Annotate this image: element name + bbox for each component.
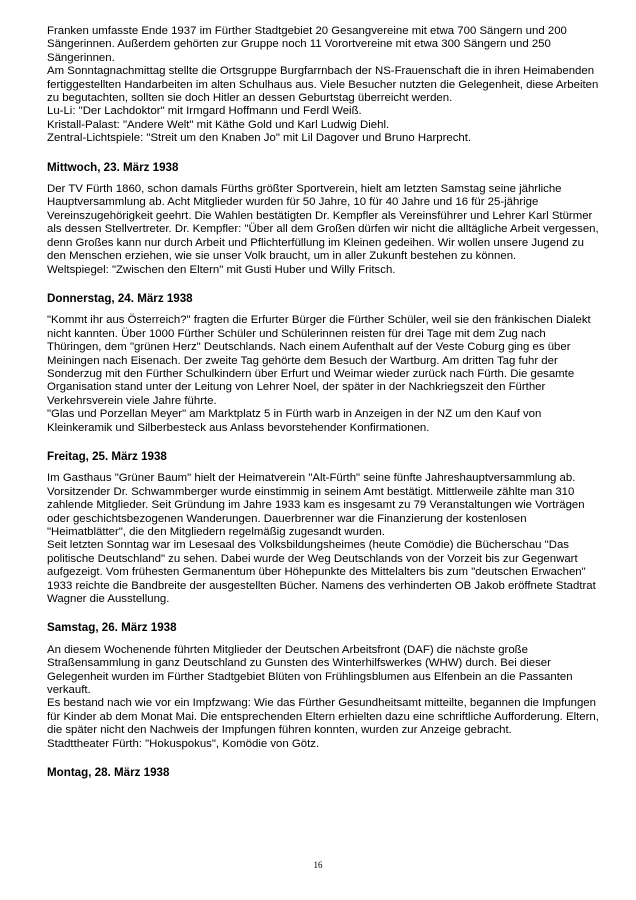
paragraph: Am Sonntagnachmittag stellte die Ortsgruppe Burgfarrnbach der NS-Frauenschaft die in ihren Heimabenden fertiggestellten Handarbeiten im alten Schulhaus aus. Viele Besucher nutzten die Gelegenheit, diese Arbeiten zu begutachten, sollten sie doch Hitler an dessen Geburtstag überreicht werden. — [47, 65, 599, 105]
section-heading-donnerstag: Donnerstag, 24. März 1938 — [47, 291, 193, 305]
cinema-listing: Zentral-Lichtspiele: "Streit um den Knaben Jo" mit Lil Dagover und Bruno Harprecht. — [47, 132, 472, 145]
section-body-mittwoch — [47, 183, 603, 277]
paragraph: Im Gasthaus "Grüner Baum" hielt der Heimatverein "Alt-Fürth" seine fünfte Jahreshauptversammlung ab. Vorsitzender Dr. Schwammberger wurde einstimmig in seinem Amt bestätigt. Mittlerweile zählte man 310 zahlende Mitglieder. Seit Gründung im Jahre 1933 kam es insgesamt zu 79 Veranstaltungen wie Vorträgen oder geschichtsbezogenen Wanderungen. Dauerbrenner war die Finanzierung der kostenlosen "Heimatblätter", die den Mitgliedern regelmäßig zugesandt wurden. — [47, 472, 585, 538]
section-body-samstag — [47, 644, 603, 751]
intro-block — [47, 25, 603, 146]
section-heading-montag: Montag, 28. März 1938 — [47, 766, 170, 780]
document-page — [47, 25, 603, 780]
section-heading-freitag: Freitag, 25. März 1938 — [47, 449, 167, 463]
section-body-donnerstag — [47, 314, 603, 435]
paragraph: Es bestand nach wie vor ein Impfzwang: Wie das Fürther Gesundheitsamt mitteilte, begannen die Impfungen für Kinder ab dem Monat Mai. Die entsprechenden Eltern erhielten dazu eine schriftliche Aufforderung. Eltern, die später nicht den Nachweis der Impfungen führen konnten, wurden zur Anzeige gebracht. — [47, 697, 599, 737]
cinema-listing: Kristall-Palast: "Andere Welt" mit Käthe Gold und Karl Ludwig Diehl. — [47, 118, 390, 131]
paragraph: Seit letzten Sonntag war im Lesesaal des Volksbildungsheimes (heute Comödie) die Bücherschau "Das politische Deutschland" zu sehen. Dabei wurde der Weg Deutschlands von der Vorzeit bis zur Gegenwart aufgezeigt. Vom frühesten Germanentum über Höhepunkte des Mittelalters bis zum "deutschen Erwachen" 1933 reichte die Bandbreite der ausgestellten Bücher. Namens des verhinderten OB Jakob eröffnete Stadtrat Wagner die Ausstellung. — [47, 539, 596, 606]
section-heading-samstag: Samstag, 26. März 1938 — [47, 621, 177, 635]
page-number: 16 — [313, 860, 323, 870]
cinema-listing: Lu-Li: "Der Lachdoktor" mit Irmgard Hoffmann und Ferdl Weiß. — [47, 105, 362, 118]
cinema-listing: Weltspiegel: "Zwischen den Eltern" mit Gusti Huber und Willy Fritsch. — [47, 263, 396, 276]
theater-listing: Stadttheater Fürth: "Hokuspokus", Komödie von Götz. — [47, 737, 320, 750]
section-body-freitag — [47, 472, 603, 606]
paragraph: Franken umfasste Ende 1937 im Fürther Stadtgebiet 20 Gesangvereine mit etwa 700 Sängern und 200 Sängerinnen. Außerdem gehörten zur Gruppe noch 11 Vorortvereine mit etwa 300 Sängern und 250 Sängerinnen. — [47, 25, 567, 64]
paragraph: "Kommt ihr aus Österreich?" fragten die Erfurter Bürger die Fürther Schüler, weil sie den fränkischen Dialekt nicht kannten. Über 1000 Fürther Schüler und Schülerinnen reisten für drei Tage mit dem Zug nach Thüringen, dem "grünen Herz" Deutschlands. Nach einem Aufenthalt auf der Veste Coburg ging es über Meiningen nach Eisenach. Der zweite Tag gehörte dem Besuch der Wartburg. Am dritten Tag fuhr der Sonderzug mit den Fürther Schulkindern über Erfurt und Weimar wieder zurück nach Fürth. Die gesamte Organisation stand unter der Leitung von Lehrer Noel, der später in der Nachkriegszeit den Fürther Verkehrsverein viele Jahre führte. — [47, 314, 591, 407]
paragraph: "Glas und Porzellan Meyer" am Marktplatz 5 in Fürth warb in Anzeigen in der NZ um den Kauf von Kleinkeramik und Silberbesteck aus Anlass bevorstehender Konfirmationen. — [47, 408, 542, 434]
paragraph: Der TV Fürth 1860, schon damals Fürths größter Sportverein, hielt am letzten Samstag seine jährliche Hauptversammlung ab. Acht Mitglieder wurden für 50 Jahre, 10 für 40 Jahre und 16 für 25-jährige Vereinszugehörigkeit geehrt. Die Wahlen bestätigten Dr. Kempfler als Vereinsführer und Lehrer Karl Stürmer als dessen Stellvertreter. Dr. Kempfler: "Über all dem Großen dürfen wir nicht die alltägliche Arbeit vergessen, denn Großes kann nur durch Arbeit und Pflichterfüllung im Kleinen gedeihen. Wir wollen unsere Jugend zu den Menschen erziehen, wie sie unser Volk braucht, um in aller Zukunft bestehen zu können. — [47, 183, 599, 263]
section-heading-mittwoch: Mittwoch, 23. März 1938 — [47, 160, 179, 174]
paragraph: An diesem Wochenende führten Mitglieder der Deutschen Arbeitsfront (DAF) die nächste große Straßensammlung in ganz Deutschland zu Gunsten des Winterhilfswerkes (WHW) durch. Bei dieser Gelegenheit wurden im Fürther Stadtgebiet Blüten von Frühlingsblumen aus Elfenbein an die Passanten verkauft. — [47, 643, 573, 697]
